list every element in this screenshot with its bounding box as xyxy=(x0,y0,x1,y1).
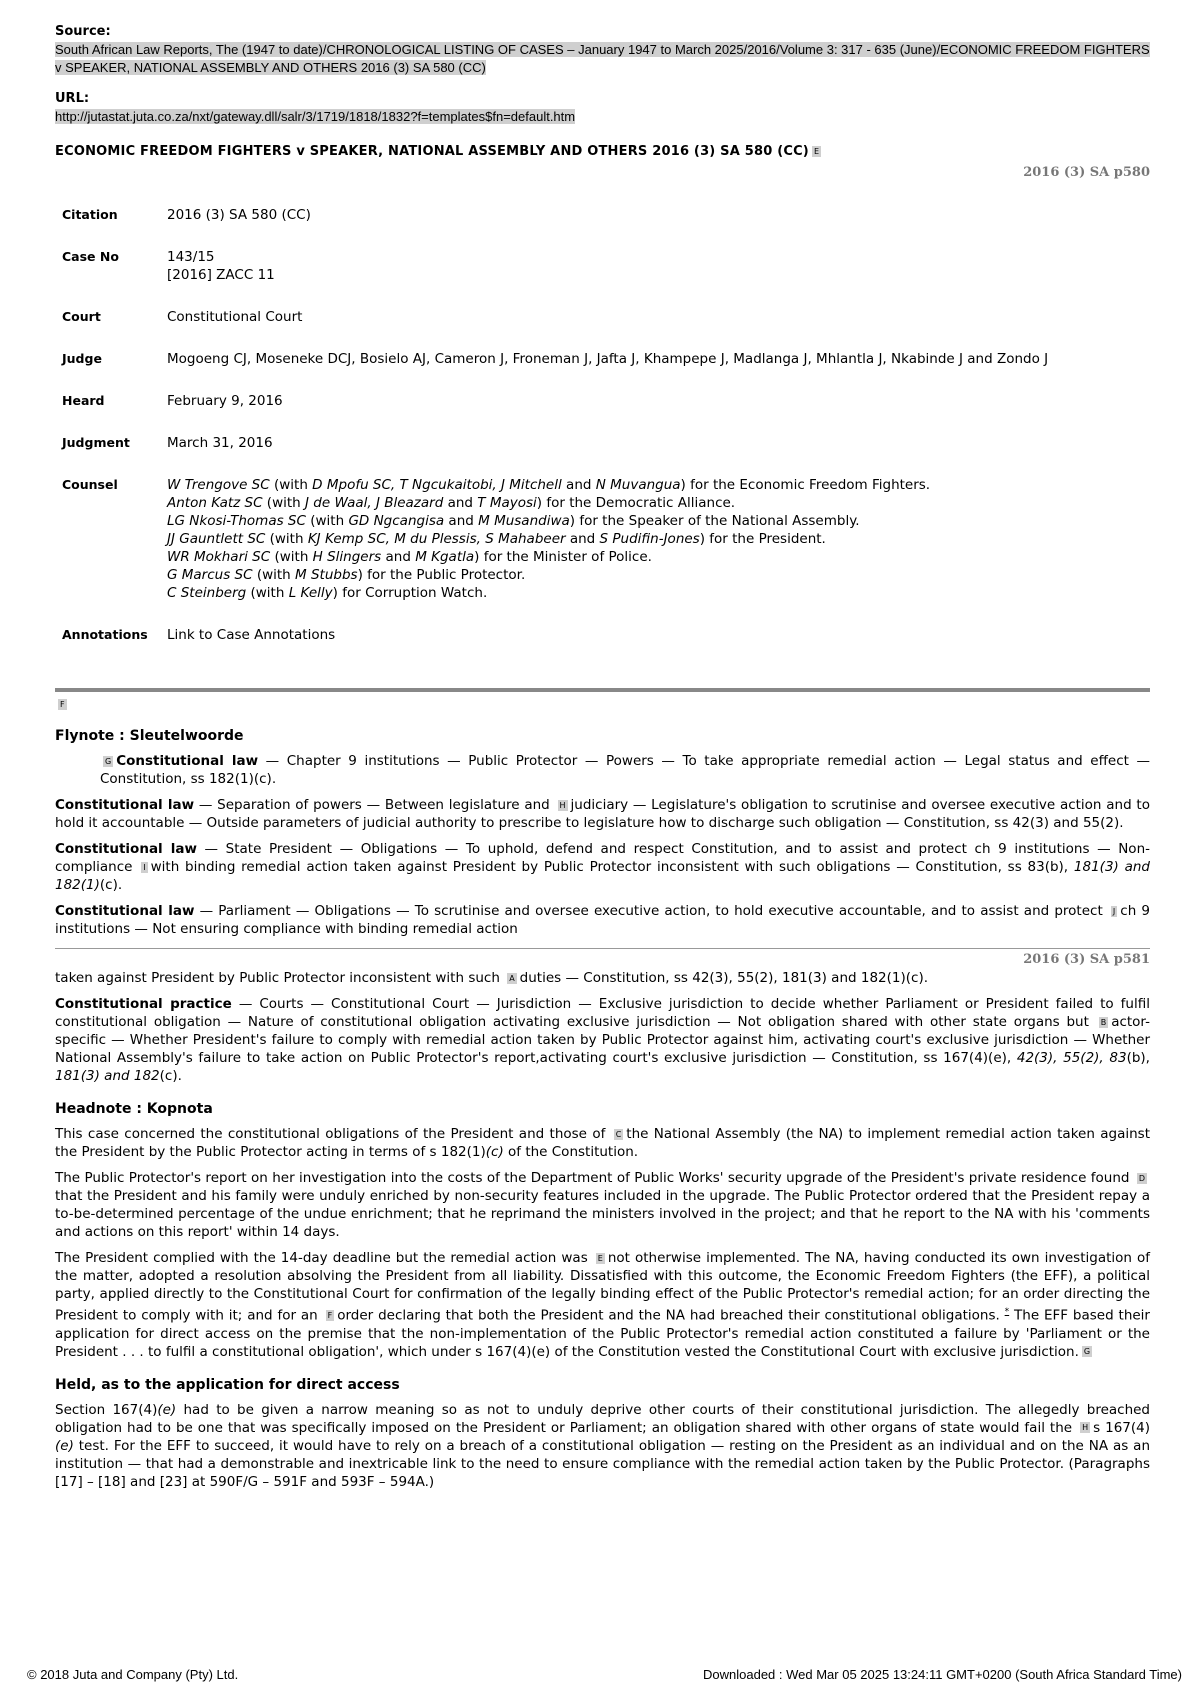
counsel-entry: LG Nkosi-Thomas SC (with GD Ngcangisa and M Musandiwa) for the Speaker of the National Assembly. xyxy=(167,513,860,529)
meta-row-judge xyxy=(55,350,1048,392)
url-label: URL: xyxy=(55,91,90,106)
margin-letter: E xyxy=(813,147,820,156)
headnote-paragraph: This case concerned the constitutional obligations of the President and those of C the National Assembly (the NA) to implement remedial action taken against the President by the Public Protector acting in terms of s 182(1)(c) of the Constitution. xyxy=(55,1126,1150,1160)
meta-key: Counsel xyxy=(62,477,118,492)
document-page xyxy=(55,24,1150,1491)
meta-key: Citation xyxy=(62,207,118,222)
footer-copyright: © 2018 Juta and Company (Pty) Ltd. xyxy=(27,1667,239,1682)
source-path: South African Law Reports, The (1947 to date)/CHRONOLOGICAL LISTING OF CASES – January 1947 to March 2025/2016/Volume 3: 317 - 635 (June)/ECONOMIC FREEDOM FIGHTERS v SPEAKER, NATIONAL ASSEMBLY AND OTHERS 2016 (3) SA 580 (CC) xyxy=(55,42,1150,75)
meta-key: Judge xyxy=(62,351,102,366)
meta-key: Annotations xyxy=(62,627,148,642)
counsel-entry: G Marcus SC (with M Stubbs) for the Public Protector. xyxy=(167,567,526,583)
counsel-entry: W Trengove SC (with D Mpofu SC, T Ngcukaitobi, J Mitchell and N Muvangua) for the Economic Freedom Fighters. xyxy=(167,477,931,493)
counsel-list xyxy=(167,476,1048,626)
flynote-paragraph: G Constitutional law — Chapter 9 institutions — Public Protector — Powers — To take appropriate remedial action — Legal status and effect — Constitution, ss 182(1)(c). xyxy=(100,753,1150,787)
footnote-link[interactable]: * xyxy=(1004,1307,1010,1317)
flynote-paragraph: Constitutional law — State President — Obligations — To uphold, defend and respect Constitution, and to assist and protect ch 9 institutions — Non-compliance I with binding remedial action taken against President by Public Protector inconsistent with such obligations — Constitution, ss 83(b), 181(3) and 182(1)(c). xyxy=(55,841,1150,893)
page-break-divider xyxy=(55,948,1150,949)
meta-value: March 31, 2016 xyxy=(167,435,273,451)
flynote-paragraph: Constitutional law — Separation of powers — Between legislature and H judiciary — Legislature's obligation to scrutinise and oversee executive action and to hold it accountable — Outside parameters of judicial authority to prescribe to legislature how to discharge such obligation — Constitution, ss 42(3) and 55(2). xyxy=(55,797,1150,831)
flynote-heading: Flynote : Sleutelwoorde xyxy=(55,728,244,744)
case-annotations-link[interactable]: Link to Case Annotations xyxy=(167,627,336,643)
page-reference: 2016 (3) SA p580 xyxy=(1023,165,1150,180)
counsel-entry: WR Mokhari SC (with H Slingers and M Kgatla) for the Minister of Police. xyxy=(167,549,652,565)
meta-value: 2016 (3) SA 580 (CC) xyxy=(167,207,311,223)
meta-key: Case No xyxy=(62,249,119,264)
counsel-entry: JJ Gauntlett SC (with KJ Kemp SC, M du Plessis, S Mahabeer and S Pudifin-Jones) for the President. xyxy=(167,531,826,547)
flynote-paragraph-continued: taken against President by Public Protector inconsistent with such A duties — Constitution, ss 42(3), 55(2), 181(3) and 182(1)(c). xyxy=(55,970,929,986)
meta-key: Judgment xyxy=(62,435,130,450)
source-url-link[interactable]: http://jutastat.juta.co.za/nxt/gateway.dll/salr/3/1719/1818/1832?f=templates$fn=default.htm xyxy=(55,109,576,124)
held-paragraph: Section 167(4)(e) had to be given a narrow meaning so as not to unduly deprive other courts of their constitutional jurisdiction. The allegedly breached obligation had to be one that was specifically imposed on the President or Parliament; an obligation shared with other organs of state would fail the H s 167(4)(e) test. For the EFF to succeed, it would have to rely on a breach of a constitutional obligation — resting on the President as an individual and on the NA as an institution — that had a demonstrable and inextricable link to the need to ensure compliance with the remedial action taken by the Public Protector. (Paragraphs [17] – [18] and [23] at 590F/G – 591F and 593F – 594A.) xyxy=(55,1401,1151,1490)
headnote-paragraph: The Public Protector's report on her investigation into the costs of the Department of Public Works' security upgrade of the President's private residence found Dthat the President and his family were unduly enriched by non-security features included in the upgrade. The Public Protector ordered that the President repay a to-be-determined percentage of the undue enrichment; that he reprimand the ministers involved in the project; and that he report to the NA with his 'comments and actions on this report' within 14 days. xyxy=(55,1170,1150,1240)
held-heading: Held, as to the application for direct access xyxy=(55,1376,400,1393)
meta-row-citation xyxy=(55,206,1048,248)
meta-row-judgment xyxy=(55,434,1048,476)
meta-row-case-no xyxy=(55,248,1048,308)
meta-value: 143/15 [2016] ZACC 11 xyxy=(167,249,275,283)
headnote-heading: Headnote : Kopnota xyxy=(55,1101,213,1117)
counsel-entry: Anton Katz SC (with J de Waal, J Bleazard and T Mayosi) for the Democratic Alliance. xyxy=(167,495,736,511)
margin-letter: F xyxy=(60,699,65,709)
page-reference: 2016 (3) SA p581 xyxy=(1023,952,1150,967)
section-divider xyxy=(55,688,1150,692)
counsel-entry: C Steinberg (with L Kelly) for Corruption Watch. xyxy=(167,585,488,601)
case-title: ECONOMIC FREEDOM FIGHTERS v SPEAKER, NATIONAL ASSEMBLY AND OTHERS 2016 (3) SA 580 (CC) E xyxy=(55,144,820,159)
meta-row-counsel xyxy=(55,476,1048,626)
meta-row-court xyxy=(55,308,1048,350)
meta-row-heard xyxy=(55,392,1048,434)
meta-value: February 9, 2016 xyxy=(167,393,283,409)
meta-value: Constitutional Court xyxy=(167,309,303,325)
flynote-paragraph: Constitutional practice — Courts — Constitutional Court — Jurisdiction — Exclusive jurisdiction to decide whether Parliament or President failed to fulfil constitutional obligation — Nature of constitutional obligation activating exclusive jurisdiction — Not obligation shared with other state organs but B actor-specific — Whether President's failure to comply with remedial action taken by Public Protector against him, activating court's exclusive jurisdiction — Whether National Assembly's failure to take action on Public Protector's report,activating court's exclusive jurisdiction — Constitution, ss 167(4)(e), 42(3), 55(2), 83(b), 181(3) and 182(c). xyxy=(55,996,1150,1084)
meta-key: Court xyxy=(62,309,101,324)
meta-value: Mogoeng CJ, Moseneke DCJ, Bosielo AJ, Cameron J, Froneman J, Jafta J, Khampepe J, Madlanga J, Mhlantla J, Nkabinde J and Zondo J xyxy=(167,351,1049,367)
source-label: Source: xyxy=(55,24,111,39)
meta-row-annotations xyxy=(55,626,1048,668)
headnote-paragraph: The President complied with the 14-day deadline but the remedial action was E not otherwise implemented. The NA, having conducted its own investigation of the matter, adopted a resolution absolving the President from all liability. Dissatisfied with this outcome, the Economic Freedom Fighters (the EFF), a political party, applied directly to the Constitutional Court for confirmation of the legally binding effect of the Public Protector's remedial action; for an order directing the President to comply with it; and for an F order declaring that both the President and the NA had breached their constitutional obligations. * The EFF based their application for direct access on the premise that the non-implementation of the Public Protector's remedial action constituted a failure by 'Parliament or the President . . . to fulfil a constitutional obligation', which under s 167(4)(e) of the Constitution vested the Constitutional Court with exclusive jurisdiction. G xyxy=(55,1250,1150,1360)
meta-key: Heard xyxy=(62,393,105,408)
footer-download-timestamp: Downloaded : Wed Mar 05 2025 13:24:11 GMT+0200 (South Africa Standard Time) xyxy=(703,1667,1182,1682)
case-metadata-table xyxy=(55,206,1048,668)
flynote-paragraph: Constitutional law — Parliament — Obligations — To scrutinise and oversee executive action, to hold executive accountable, and to assist and protect J ch 9 institutions — Not ensuring compliance with binding remedial action xyxy=(55,903,1150,937)
